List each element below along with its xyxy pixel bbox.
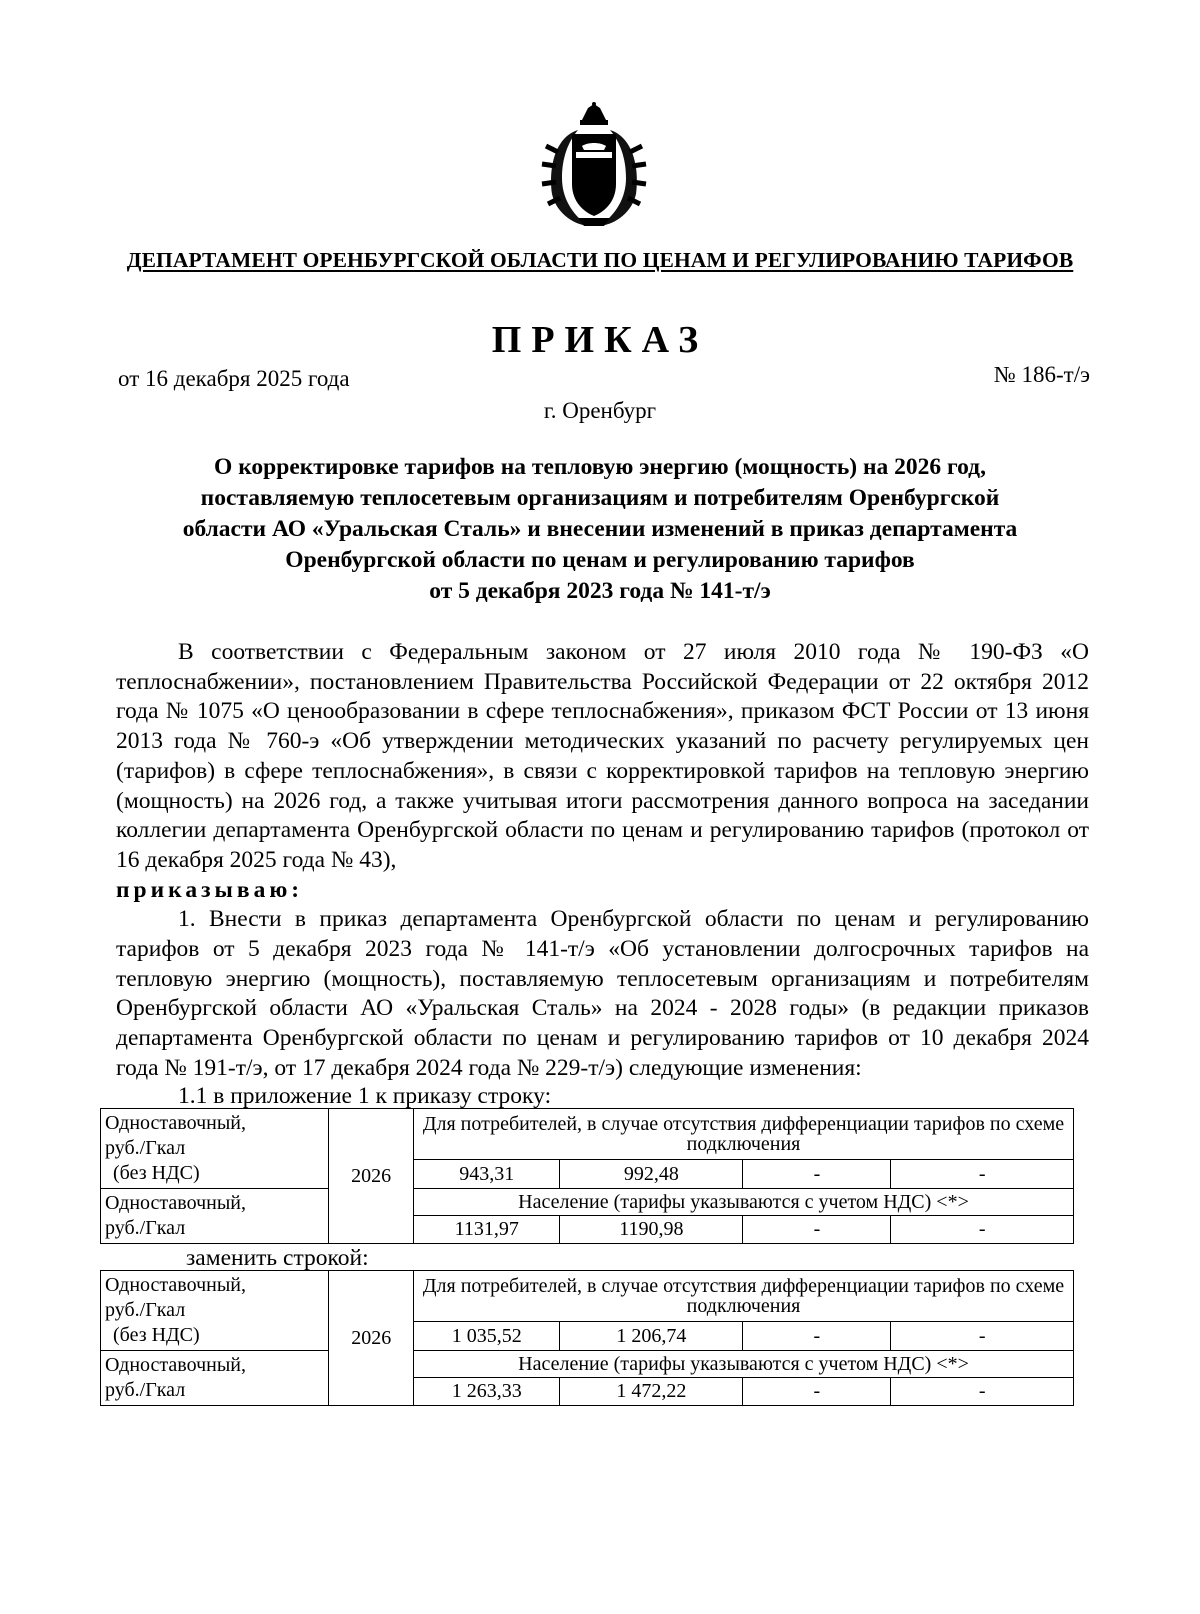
year-cell: 2026 (329, 1270, 414, 1405)
value-cell: - (743, 1159, 891, 1188)
order-number: № 186-т/э (993, 362, 1090, 387)
value-cell: 1190,98 (560, 1216, 743, 1244)
year-cell: 2026 (329, 1108, 414, 1243)
value-cell: 1131,97 (414, 1216, 560, 1244)
old-tariff-table (100, 1108, 1074, 1244)
label-text: (без НДС) (113, 1323, 200, 1346)
label-text: руб./Гкал (105, 1378, 186, 1401)
value-cell: 1 035,52 (414, 1321, 560, 1350)
label-text: Одноставочный, (105, 1191, 246, 1214)
label-text: Одноставочный, (105, 1273, 246, 1296)
value-cell: - (891, 1216, 1074, 1244)
value-cell: - (891, 1378, 1074, 1406)
label-text: Одноставочный, (105, 1111, 246, 1134)
title-line: О корректировке тарифов на тепловую энергию (мощность) на 2026 год, (214, 454, 986, 480)
tariff-label-cell (101, 1270, 329, 1350)
value-cell: - (891, 1159, 1074, 1188)
tariff-label-cell (101, 1108, 329, 1188)
value-cell: 992,48 (560, 1159, 743, 1188)
population-header-cell: Население (тарифы указываются с учетом НДС) <*> (414, 1350, 1074, 1378)
orenburg-coat-of-arms-icon (538, 102, 650, 230)
label-text: руб./Гкал (105, 1136, 186, 1159)
value-cell: - (891, 1321, 1074, 1350)
title-line: от 5 декабря 2023 года № 141-т/э (429, 578, 771, 604)
consumer-header-cell: Для потребителей, в случае отсутствия дифференциации тарифов по схеме подключения (414, 1270, 1074, 1321)
replace-with-text: заменить строкой: (186, 1244, 369, 1271)
label-text: (без НДС) (113, 1161, 200, 1184)
order-title (120, 452, 1080, 607)
title-line: области АО «Уральская Сталь» и внесении изменений в приказ департамента (182, 516, 1018, 542)
label-text: руб./Гкал (105, 1298, 186, 1321)
order-date: от 16 декабря 2025 года (118, 366, 350, 391)
value-cell: 943,31 (414, 1159, 560, 1188)
value-cell: - (743, 1321, 891, 1350)
value-cell: 1 263,33 (414, 1378, 560, 1406)
label-text: руб./Гкал (105, 1216, 186, 1239)
city: г. Оренбург (543, 398, 657, 423)
population-header-cell: Население (тарифы указываются с учетом НДС) <*> (414, 1188, 1074, 1216)
department-name: ДЕПАРТАМЕНТ ОРЕНБУРГСКОЙ ОБЛАСТИ ПО ЦЕНАМ И РЕГУЛИРОВАНИЮ ТАРИФОВ (126, 248, 1074, 272)
title-line: Оренбургской области по ценам и регулированию тарифов (285, 547, 915, 573)
item-1-paragraph: 1. Внести в приказ департамента Оренбургской области по ценам и регулированию тарифов от 5 декабря 2023 года № 141-т/э «Об установлении долгосрочных тарифов на тепловую энергию (мощность), поставляемую теплосетевым организациям и потребителям Оренбургской области АО «Уральская Сталь» на 2024 - 2028 годы» (в редакции приказов департамента Оренбургской области по ценам и регулированию тарифов от 10 декабря 2024 года № 191-т/э, от 17 декабря 2024 года № 229-т/э) следующие изменения: (116, 906, 1089, 1081)
orders-word: приказываю: (116, 876, 304, 903)
order-body (105, 638, 1089, 1406)
value-cell: 1 206,74 (560, 1321, 743, 1350)
consumer-header-cell: Для потребителей, в случае отсутствия дифференциации тарифов по схеме подключения (414, 1108, 1074, 1159)
document-type: ПРИКАЗ (491, 319, 709, 361)
tariff-label-cell (101, 1350, 329, 1405)
item-1-1-paragraph: 1.1 в приложение 1 к приказу строку: (178, 1082, 552, 1109)
title-line: поставляемую теплосетевым организациям и потребителям Оренбургской (200, 485, 1000, 511)
value-cell: 1 472,22 (560, 1378, 743, 1406)
new-tariff-table (100, 1270, 1074, 1406)
value-cell: - (743, 1216, 891, 1244)
tariff-label-cell (101, 1188, 329, 1243)
preamble-paragraph: В соответствии с Федеральным законом от 27 июля 2010 года № 190-ФЗ «О теплоснабжении», постановлением Правительства Российской Федерации от 22 октября 2012 года № 1075 «О ценообразовании в сфере теплоснабжения», приказом ФСТ России от 13 июня 2013 года № 760-э «Об утверждении методических указаний по расчету регулируемых цен (тарифов) в сфере теплоснабжения», в связи с корректировкой тарифов на тепловую энергию (мощность) на 2026 год, а также учитывая итоги рассмотрения данного вопроса на заседании коллегии департамента Оренбургской области по ценам и регулированию тарифов (протокол от 16 декабря 2025 года № 43), (116, 639, 1089, 873)
value-cell: - (743, 1378, 891, 1406)
label-text: Одноставочный, (105, 1353, 246, 1376)
